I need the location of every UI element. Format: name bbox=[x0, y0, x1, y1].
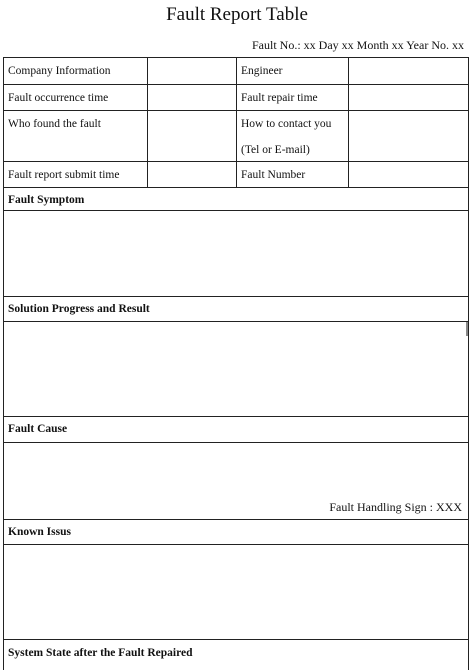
system-state-header-row bbox=[4, 640, 468, 671]
contact-value[interactable] bbox=[348, 111, 468, 161]
form-row-submit bbox=[4, 162, 468, 188]
fault-number-value[interactable] bbox=[348, 162, 468, 187]
known-issues-area[interactable] bbox=[4, 545, 468, 640]
fault-symptom-area[interactable] bbox=[4, 211, 468, 297]
contact-label bbox=[236, 111, 348, 161]
fault-number-label: Fault Number bbox=[236, 162, 348, 187]
document-title: Fault Report Table bbox=[166, 4, 308, 25]
fault-report-form bbox=[3, 57, 469, 670]
engineer-value[interactable] bbox=[348, 58, 468, 84]
fault-symptom-header-row bbox=[4, 188, 468, 211]
fault-cause-heading: Fault Cause bbox=[8, 423, 68, 435]
company-information-value[interactable] bbox=[147, 58, 236, 84]
who-found-fault-value[interactable] bbox=[147, 111, 236, 161]
scrollbar-marker[interactable] bbox=[466, 322, 468, 336]
fault-repair-time-value[interactable] bbox=[348, 85, 468, 110]
company-information-label: Company Information bbox=[8, 65, 111, 77]
report-submit-time-label: Fault report submit time bbox=[8, 169, 120, 181]
who-found-fault-label: Who found the fault bbox=[8, 118, 101, 130]
solution-area[interactable] bbox=[4, 322, 468, 417]
contact-label-line-1: How to contact you bbox=[241, 118, 332, 130]
fault-cause-header-row bbox=[4, 417, 468, 443]
fault-cause-area[interactable] bbox=[4, 443, 468, 520]
fault-repair-time-label: Fault repair time bbox=[236, 85, 348, 110]
fault-handling-sign: Fault Handling Sign : XXX bbox=[329, 500, 462, 514]
fault-occurrence-time-value[interactable] bbox=[147, 85, 236, 110]
fault-number-line: Fault No.: xx Day xx Month xx Year No. xx bbox=[252, 38, 464, 52]
system-state-heading: System State after the Fault Repaired bbox=[8, 647, 193, 659]
fault-occurrence-time-label: Fault occurrence time bbox=[8, 92, 109, 104]
contact-label-line-2: (Tel or E-mail) bbox=[241, 144, 310, 156]
form-row-times bbox=[4, 85, 468, 111]
form-row-company bbox=[4, 58, 468, 85]
engineer-label: Engineer bbox=[236, 58, 348, 84]
known-issues-header-row bbox=[4, 520, 468, 545]
solution-header-row bbox=[4, 297, 468, 322]
solution-heading: Solution Progress and Result bbox=[8, 303, 150, 315]
fault-symptom-heading: Fault Symptom bbox=[8, 194, 85, 206]
form-row-contact bbox=[4, 111, 468, 162]
report-submit-time-value[interactable] bbox=[147, 162, 236, 187]
known-issues-heading: Known Issus bbox=[8, 526, 71, 538]
